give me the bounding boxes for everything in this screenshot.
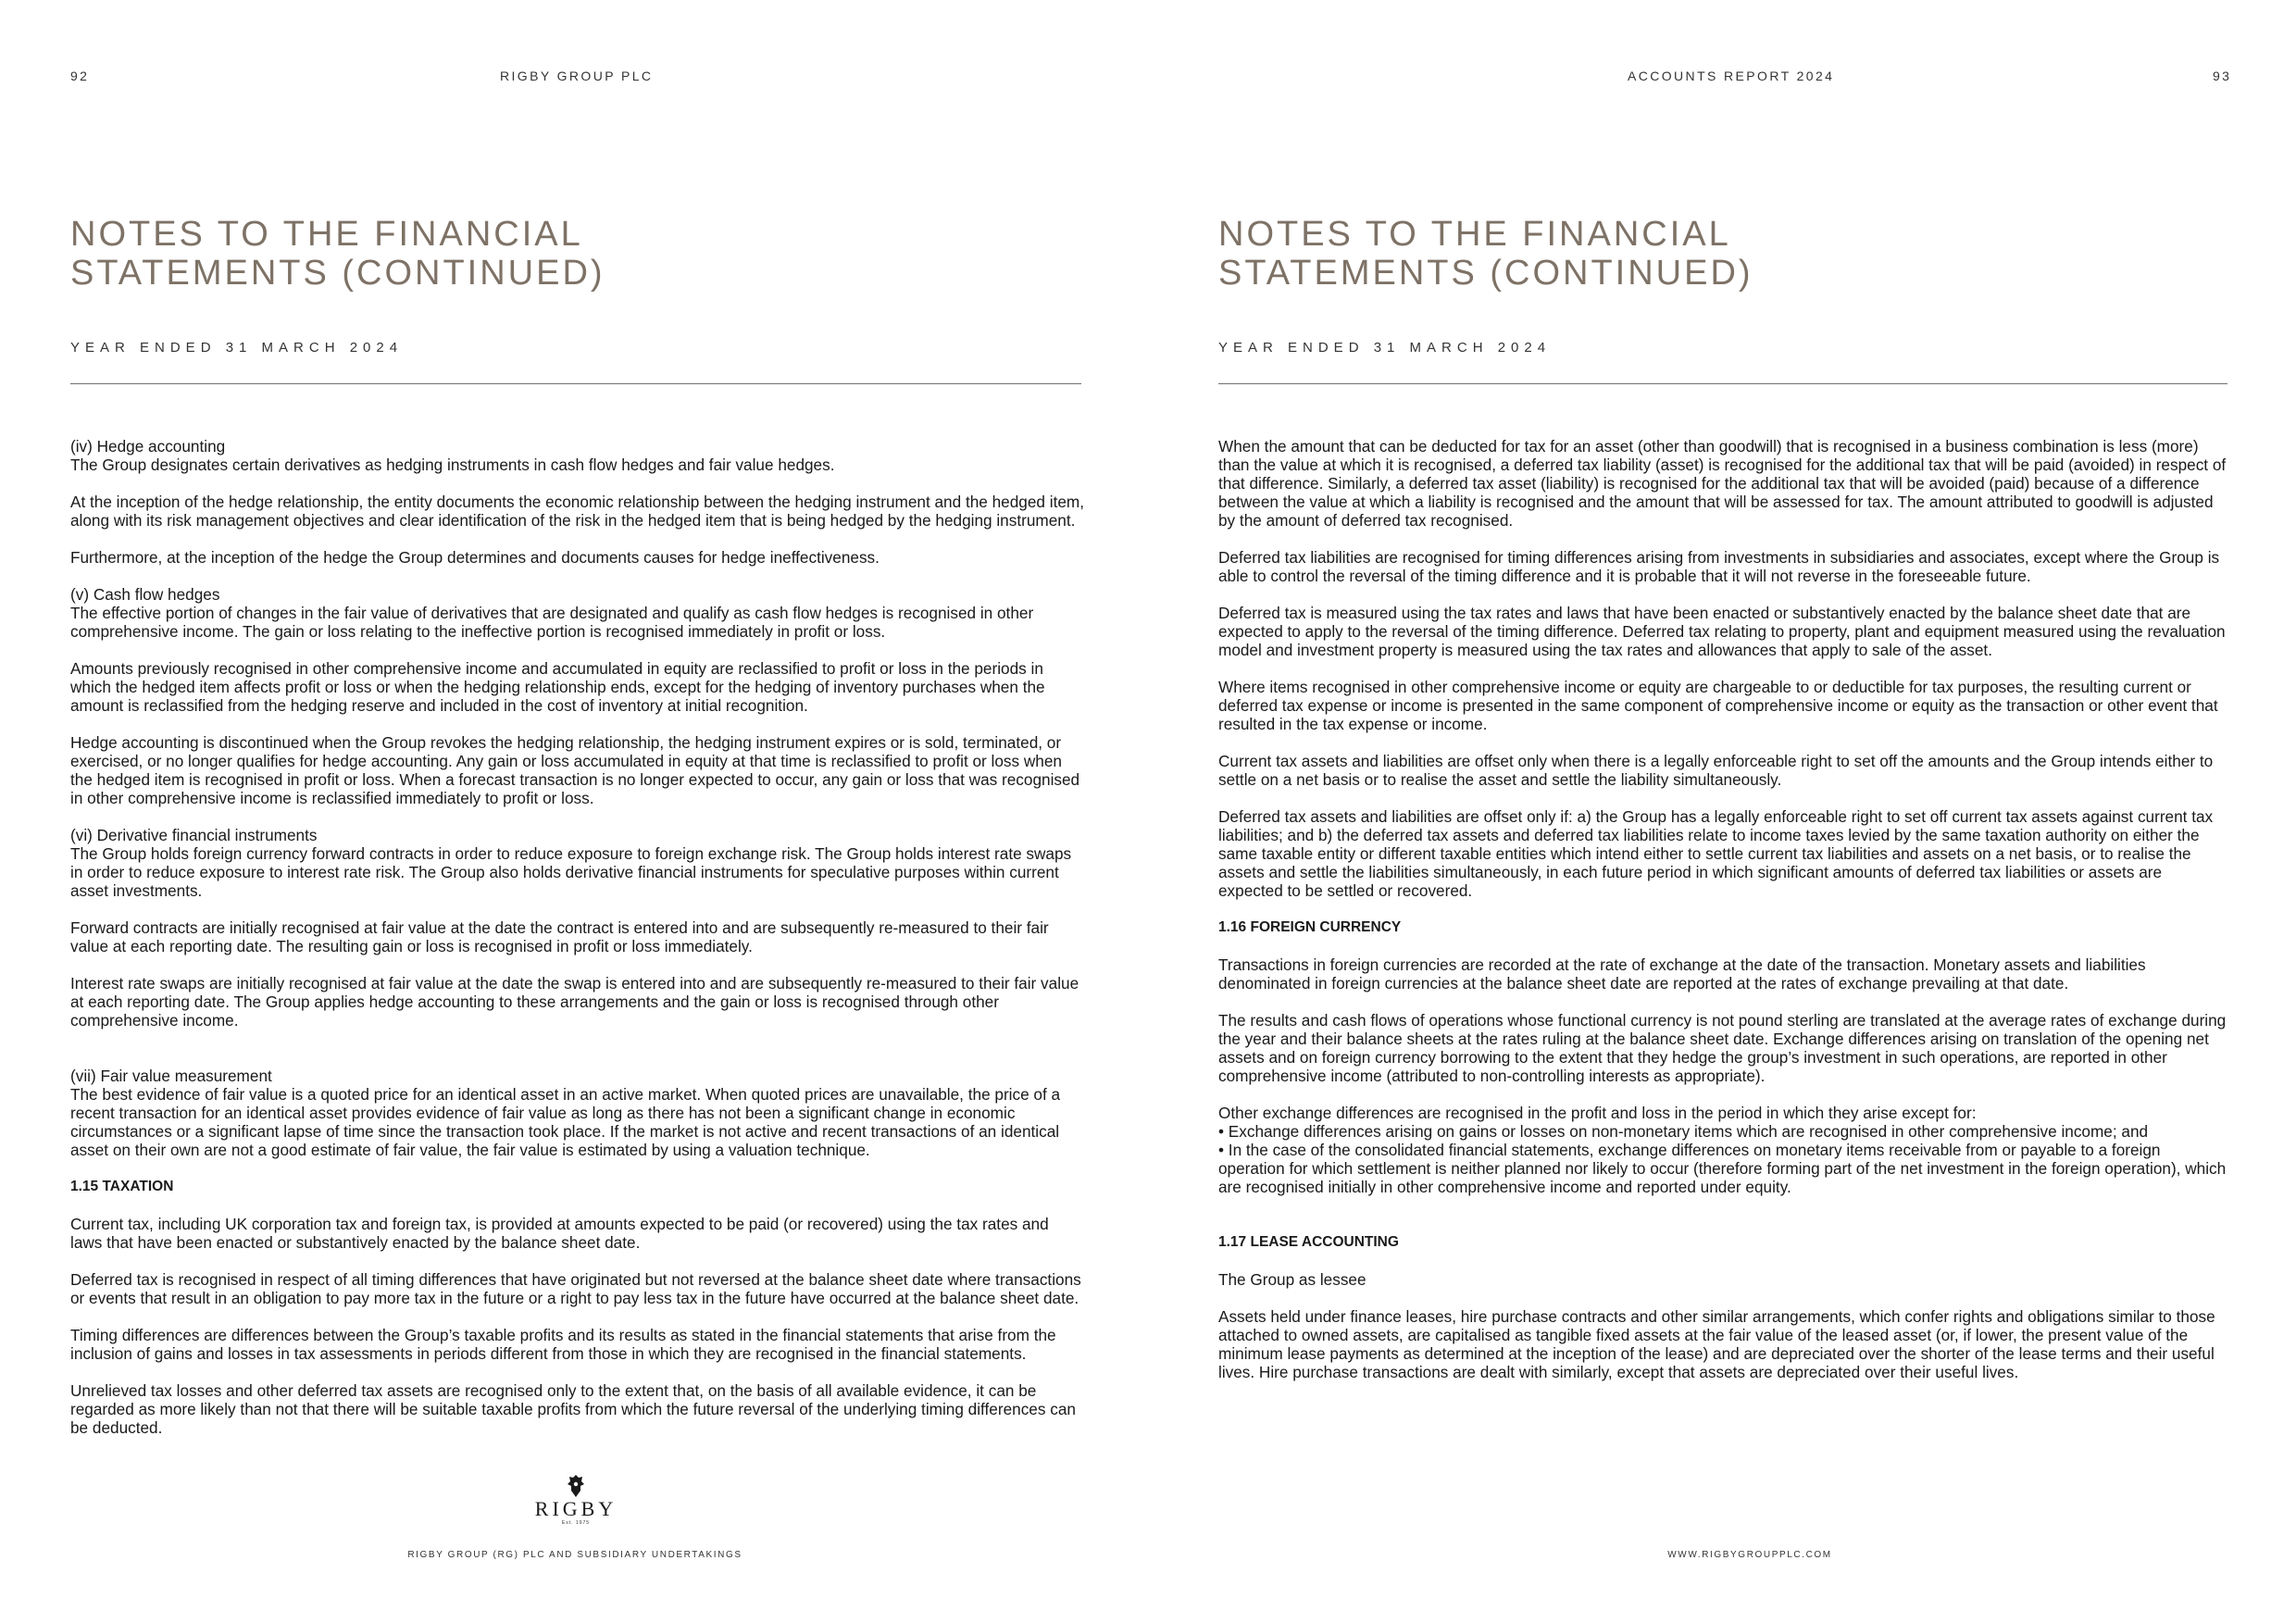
fair-value-heading: (vii) Fair value measurement xyxy=(70,1067,272,1085)
hedge-accounting-heading: (iv) Hedge accounting xyxy=(70,437,226,456)
title-divider xyxy=(70,383,1081,384)
paragraph: Deferred tax is recognised in respect of all timing differences that have originated but not reversed at the balance sheet date where transactions or events that result in an obligation to pay more tax in the future or a right to pay less tax in the future have occurred at the balance sheet date. xyxy=(70,1270,1081,1307)
logo-est: Est. 1975 xyxy=(561,1520,591,1526)
paragraph: Unrelieved tax losses and other deferred tax assets are recognised only to the extent that, on the basis of all available evidence, it can be regarded as more likely than not that there will be suitable taxable profits from which the future reversal of the underlying timing differences can be deducted. xyxy=(70,1381,1076,1437)
paragraph: Other exchange differences are recognised in the profit and loss in the period in which they arise except for: xyxy=(1218,1104,1977,1122)
paragraph: At the inception of the hedge relationship, the entity documents the economic relationship between the hedging instrument and the hedged item, along with its risk management objectives and clear identification of the risk in the hedged item that is being hedged by the hedging instrument. xyxy=(70,493,1084,530)
paragraph: The Group designates certain derivatives as hedging instruments in cash flow hedges and fair value hedges. xyxy=(70,456,835,474)
page-title-line1: NOTES TO THE FINANCIAL xyxy=(70,215,583,254)
right-page xyxy=(1148,0,2296,1623)
paragraph: Transactions in foreign currencies are recorded at the rate of exchange at the date of the transaction. Monetary assets and liabilities denominated in foreign currencies at the balance sheet date are reported at the rates of exchange prevailing at that date. xyxy=(1218,955,2146,993)
page-title xyxy=(1218,215,1753,293)
footer-url: WWW.RIGBYGROUPPLC.COM xyxy=(1667,1550,1832,1560)
footer: RIGBY GROUP (RG) PLC AND SUBSIDIARY UNDERTAKINGS xyxy=(407,1550,742,1560)
paragraph: Deferred tax is measured using the tax rates and laws that have been enacted or substantively enacted by the balance sheet date that are expected to apply to the reversal of the timing difference. Deferred tax relating to property, plant and equipment measured using the revaluation model and investment property is measured using the tax rates and allowances that apply to sale of the asset. xyxy=(1218,604,2226,659)
paragraph: Hedge accounting is discontinued when the Group revokes the hedging relationship, the hedging instrument expires or is sold, terminated, or exercised, or no longer qualifies for hedge accounting. Any gain or loss accumulated in equity at that time is reclassified to profit or loss when the hedged item is recognised in profit or loss. When a forecast transaction is no longer expected to occur, any gain or loss that was recognised in other comprehensive income is reclassified immediately to profit or loss. xyxy=(70,733,1080,807)
rigby-logo xyxy=(528,1474,624,1526)
logo-wordmark: RIGBY xyxy=(534,1497,618,1520)
paragraph: Furthermore, at the inception of the hedge the Group determines and documents causes for hedge ineffectiveness. xyxy=(70,548,880,567)
paragraph: Timing differences are differences between the Group’s taxable profits and its results as stated in the financial statements that arise from the inclusion of gains and losses in tax assessments in periods different from those in which they are recognised in the financial statements. xyxy=(70,1326,1056,1363)
paragraph: Forward contracts are initially recognised at fair value at the date the contract is entered into and are subsequently re-measured to their fair value at each reporting date. The resulting gain or loss is recognised in profit or loss immediately. xyxy=(70,918,1049,955)
paragraph: The Group as lessee xyxy=(1218,1270,1366,1289)
paragraph: Deferred tax assets and liabilities are offset only if: a) the Group has a legally enforceable right to set off current tax assets against current tax liabilities; and b) the deferred tax assets and deferred tax liabilities relate to income taxes levied by the same taxation authority on either the same taxable entity or different taxable entities which intend either to settle current tax liabilities and assets on a net basis, or to realise the assets and settle the liabilities simultaneously, in each future period in which significant amounts of deferred tax liabilities or assets are expected to be settled or recovered. xyxy=(1218,807,2214,900)
paragraph: Interest rate swaps are initially recognised at fair value at the date the swap is entered into and are subsequently re-measured to their fair value at each reporting date. The Group applies hedge accounting to these arrangements and the gain or loss is recognised through other comprehensive income. xyxy=(70,974,1079,1030)
running-header: RIGBY GROUP PLC xyxy=(500,69,654,83)
derivative-instruments-heading: (vi) Derivative financial instruments xyxy=(70,826,318,844)
cash-flow-hedges-heading: (v) Cash flow hedges xyxy=(70,585,220,604)
page-number: 93 xyxy=(2213,69,2232,83)
paragraph: The effective portion of changes in the fair value of derivatives that are designated and qualify as cash flow hedges is recognised in other comprehensive income. The gain or loss relating to the ineffective portion is recognised immediately in profit or loss. xyxy=(70,604,1034,641)
paragraph: Current tax, including UK corporation tax and foreign tax, is provided at amounts expected to be paid (or recovered) using the tax rates and laws that have been enacted or substantively enacted by the balance sheet date. xyxy=(70,1215,1049,1252)
page-title-line1: NOTES TO THE FINANCIAL xyxy=(1218,215,1731,254)
paragraph: Current tax assets and liabilities are offset only when there is a legally enforceable right to set off the amounts and the Group intends either to settle on a net basis or to realise the asset and settle the liability simultaneously. xyxy=(1218,752,2214,789)
page-subtitle: YEAR ENDED 31 MARCH 2024 xyxy=(1218,340,1552,356)
section-heading-lease-accounting: 1.17 LEASE ACCOUNTING xyxy=(1218,1234,1399,1250)
page-title xyxy=(70,215,605,293)
page-number: 92 xyxy=(70,69,90,83)
running-header: ACCOUNTS REPORT 2024 xyxy=(1628,69,1835,83)
section-heading-foreign-currency: 1.16 FOREIGN CURRENCY xyxy=(1218,919,1402,935)
title-divider xyxy=(1218,383,2227,384)
left-body xyxy=(70,437,1084,1455)
paragraph: Assets held under finance leases, hire purchase contracts and other similar arrangements, which confer rights and obligations similar to those attached to owned assets, are capitalised as tangible fixed assets at the fair value of the leased asset (or, if lower, the present value of the minimum lease payments as determined at the inception of the lease) and are depreciated over the shorter of the lease terms and their useful lives. Hire purchase transactions are dealt with similarly, except that assets are depreciated over their useful lives. xyxy=(1218,1307,2215,1381)
page-title-line2: STATEMENTS (CONTINUED) xyxy=(1218,254,1753,293)
section-heading-taxation: 1.15 TAXATION xyxy=(70,1179,174,1194)
right-body xyxy=(1218,437,2229,1400)
bullet-item: • Exchange differences arising on gains or losses on non-monetary items which are recognised in other comprehensive income; and xyxy=(1218,1122,2149,1141)
crest-icon xyxy=(566,1474,586,1498)
paragraph: The results and cash flows of operations whose functional currency is not pound sterling are translated at the average rates of exchange during the year and their balance sheets at the rates ruling at the balance sheet date. Exchange differences arising on translation of the opening net assets and on foreign currency borrowing to the extent that they hedge the group’s investment in such operations, are reported in other comprehensive income (attributed to non-controlling interests as appropriate). xyxy=(1218,1011,2227,1085)
page-subtitle: YEAR ENDED 31 MARCH 2024 xyxy=(70,340,404,356)
bullet-item: • In the case of the consolidated financial statements, exchange differences on monetary items receivable from or payable to a foreign operation for which settlement is neither planned nor likely to occur (therefore forming part of the net investment in the foreign operation), which are recognised initially in other comprehensive income and reported under equity. xyxy=(1218,1141,2227,1196)
paragraph: Where items recognised in other comprehensive income or equity are chargeable to or deductible for tax purposes, the resulting current or deferred tax expense or income is presented in the same component of comprehensive income or equity as the transaction or other event that resulted in the tax expense or income. xyxy=(1218,678,2218,733)
paragraph: Deferred tax liabilities are recognised for timing differences arising from investments in subsidiaries and associates, except where the Group is able to control the reversal of the timing difference and it is probable that it will not reverse in the foreseeable future. xyxy=(1218,548,2220,585)
paragraph: The Group holds foreign currency forward contracts in order to reduce exposure to foreign exchange risk. The Group holds interest rate swaps in order to reduce exposure to interest rate risk. The Group also holds derivative financial instruments for speculative purposes within current asset investments. xyxy=(70,844,1072,900)
paragraph: Amounts previously recognised in other comprehensive income and accumulated in equity are reclassified to profit or loss in the periods in which the hedged item affects profit or loss or when the hedging relationship ends, except for the hedging of inventory purchases when the amount is reclassified from the hedging reserve and included in the cost of inventory at initial recognition. xyxy=(70,659,1045,715)
page-title-line2: STATEMENTS (CONTINUED) xyxy=(70,254,605,293)
paragraph: When the amount that can be deducted for tax for an asset (other than goodwill) that is recognised in a business combination is less (more) than the value at which it is recognised, a deferred tax liability (asset) is recognised for the additional tax that will be paid (avoided) in respect of that difference. Similarly, a deferred tax asset (liability) is recognised for the additional tax that will be avoided (paid) because of a difference between the value at which a liability is recognised and the amount that will be assessed for tax. The amount attributed to goodwill is adjusted by the amount of deferred tax recognised. xyxy=(1218,437,2227,530)
paragraph: The best evidence of fair value is a quoted price for an identical asset in an active market. When quoted prices are unavailable, the price of a recent transaction for an identical asset provides evidence of fair value as long as there has not been a significant change in economic circumstances or a significant lapse of time since the transaction took place. If the market is not active and recent transactions of an identical asset on their own are not a good estimate of fair value, the fair value is estimated by using a valuation technique. xyxy=(70,1085,1061,1159)
